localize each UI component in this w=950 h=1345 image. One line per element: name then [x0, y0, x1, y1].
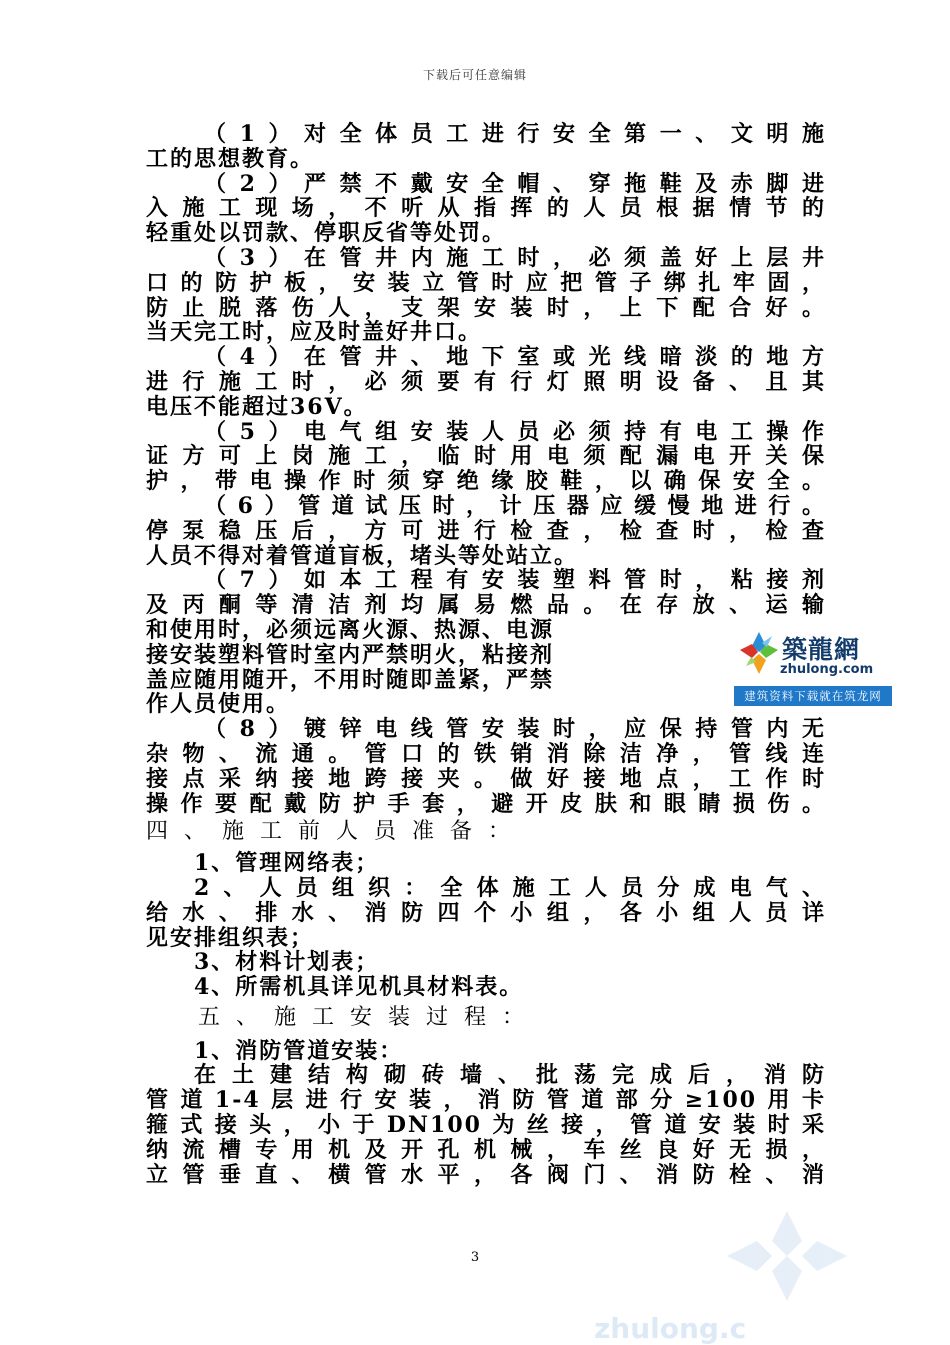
text-line: 口的防护板，安装立管时应把管子绑扎牢固， — [146, 269, 826, 296]
page-header: 下载后可任意编辑 — [422, 68, 527, 82]
text-line: 见安排组织表； — [146, 924, 315, 951]
section-heading: 五、施工安装过程： — [198, 1004, 541, 1030]
text-line: （6）管道试压时，计压器应缓慢地进行。 — [204, 492, 826, 519]
text-line: 箍式接头，小于DN100为丝接，管道安装时采 — [146, 1112, 826, 1139]
text-line: 立管垂直、横管水平，各阀门、消防栓、消 — [146, 1161, 826, 1188]
text-line: 及丙酮等清洁剂均属易燃品。在存放、运输 — [146, 592, 826, 619]
text-line: 杂物、流通。管口的铁销消除洁净，管线连 — [146, 740, 826, 767]
text-line: 工的思想教育。 — [146, 145, 315, 172]
text-line: 3、材料计划表； — [194, 949, 380, 976]
text-line: 1、管理网络表； — [194, 850, 380, 877]
text-line: 防止脱落伤人，支架安装时，上下配合好。 — [146, 294, 826, 321]
zhulong-logo — [734, 626, 892, 706]
text-line: 电压不能超过36V。 — [146, 393, 368, 420]
text-line: （3）在管井内施工时，必须盖好上层井 — [204, 244, 826, 271]
text-line: 轻重处以罚款、停职反省等处罚。 — [146, 220, 507, 247]
text-line: 纳流槽专用机及开孔机械，车丝良好无损， — [146, 1136, 826, 1163]
page-number: 3 — [470, 1250, 480, 1265]
text-line: 证方可上岗施工，临时用电须配漏电开关保 — [146, 443, 826, 470]
watermark-text: zhulong.c — [594, 1312, 747, 1345]
pinwheel-icon — [736, 628, 782, 684]
text-line: 人员不得对着管道盲板，堵头等处站立。 — [146, 542, 579, 569]
text-line: （1）对全体员工进行安全第一、文明施 — [204, 121, 826, 147]
text-line: 停泵稳压后，方可进行检查，检查时，检查 — [146, 517, 826, 544]
text-line: 作人员使用。 — [146, 691, 291, 718]
text-line: 当天完工时，应及时盖好井口。 — [146, 319, 483, 346]
text-line: 给水、排水、消防四个小组，各小组人员详 — [146, 899, 826, 926]
section-heading: 四、施工前人员准备： — [146, 819, 527, 845]
text-line: 入施工现场，不听从指挥的人员根据情节的 — [146, 195, 826, 222]
text-line: 1、消防管道安装： — [194, 1037, 404, 1064]
logo-slogan: 建筑资料下载就在筑龙网 — [734, 686, 892, 706]
text-line: （4）在管井、地下室或光线暗淡的地方 — [204, 344, 826, 371]
text-line: 和使用时，必须远离火源、热源、电源 — [146, 616, 555, 643]
text-line: 接点采纳接地跨接夹。做好接地点，工作时 — [146, 765, 826, 792]
text-line: （7）如本工程有安装塑料管时，粘接剂 — [204, 567, 826, 594]
text-line: （2）严禁不戴安全帽、穿拖鞋及赤脚进 — [204, 170, 826, 197]
text-line: 护，带电操作时须穿绝缘胶鞋，以确保安全。 — [146, 468, 826, 495]
logo-url-text: zhulong.com — [780, 662, 874, 677]
text-line: 管道1-4层进行安装，消防管道部分≥100用卡 — [146, 1087, 826, 1114]
text-line: 2、人员组织：全体施工人员分成电气、 — [194, 874, 826, 901]
document-body — [146, 122, 826, 1187]
text-line: 在土建结构砌砖墙、批荡完成后，消防 — [194, 1062, 826, 1089]
logo-chinese-text: 築龍網 — [782, 635, 861, 664]
text-line: 盖应随用随开，不用时随即盖紧，严禁 — [146, 666, 555, 693]
text-line: 操作要配戴防护手套，避开皮肤和眼睛损伤。 — [146, 790, 826, 817]
text-line: 进行施工时，必须要有行灯照明设备、且其 — [146, 368, 826, 395]
text-line: 4、所需机具详见机具材料表。 — [194, 974, 524, 1001]
text-line: （8）镀锌电线管安装时，应保持管内无 — [204, 716, 826, 743]
text-line: （5）电气组安装人员必须持有电工操作 — [204, 418, 826, 445]
text-line: 接安装塑料管时室内严禁明火，粘接剂 — [146, 641, 555, 668]
